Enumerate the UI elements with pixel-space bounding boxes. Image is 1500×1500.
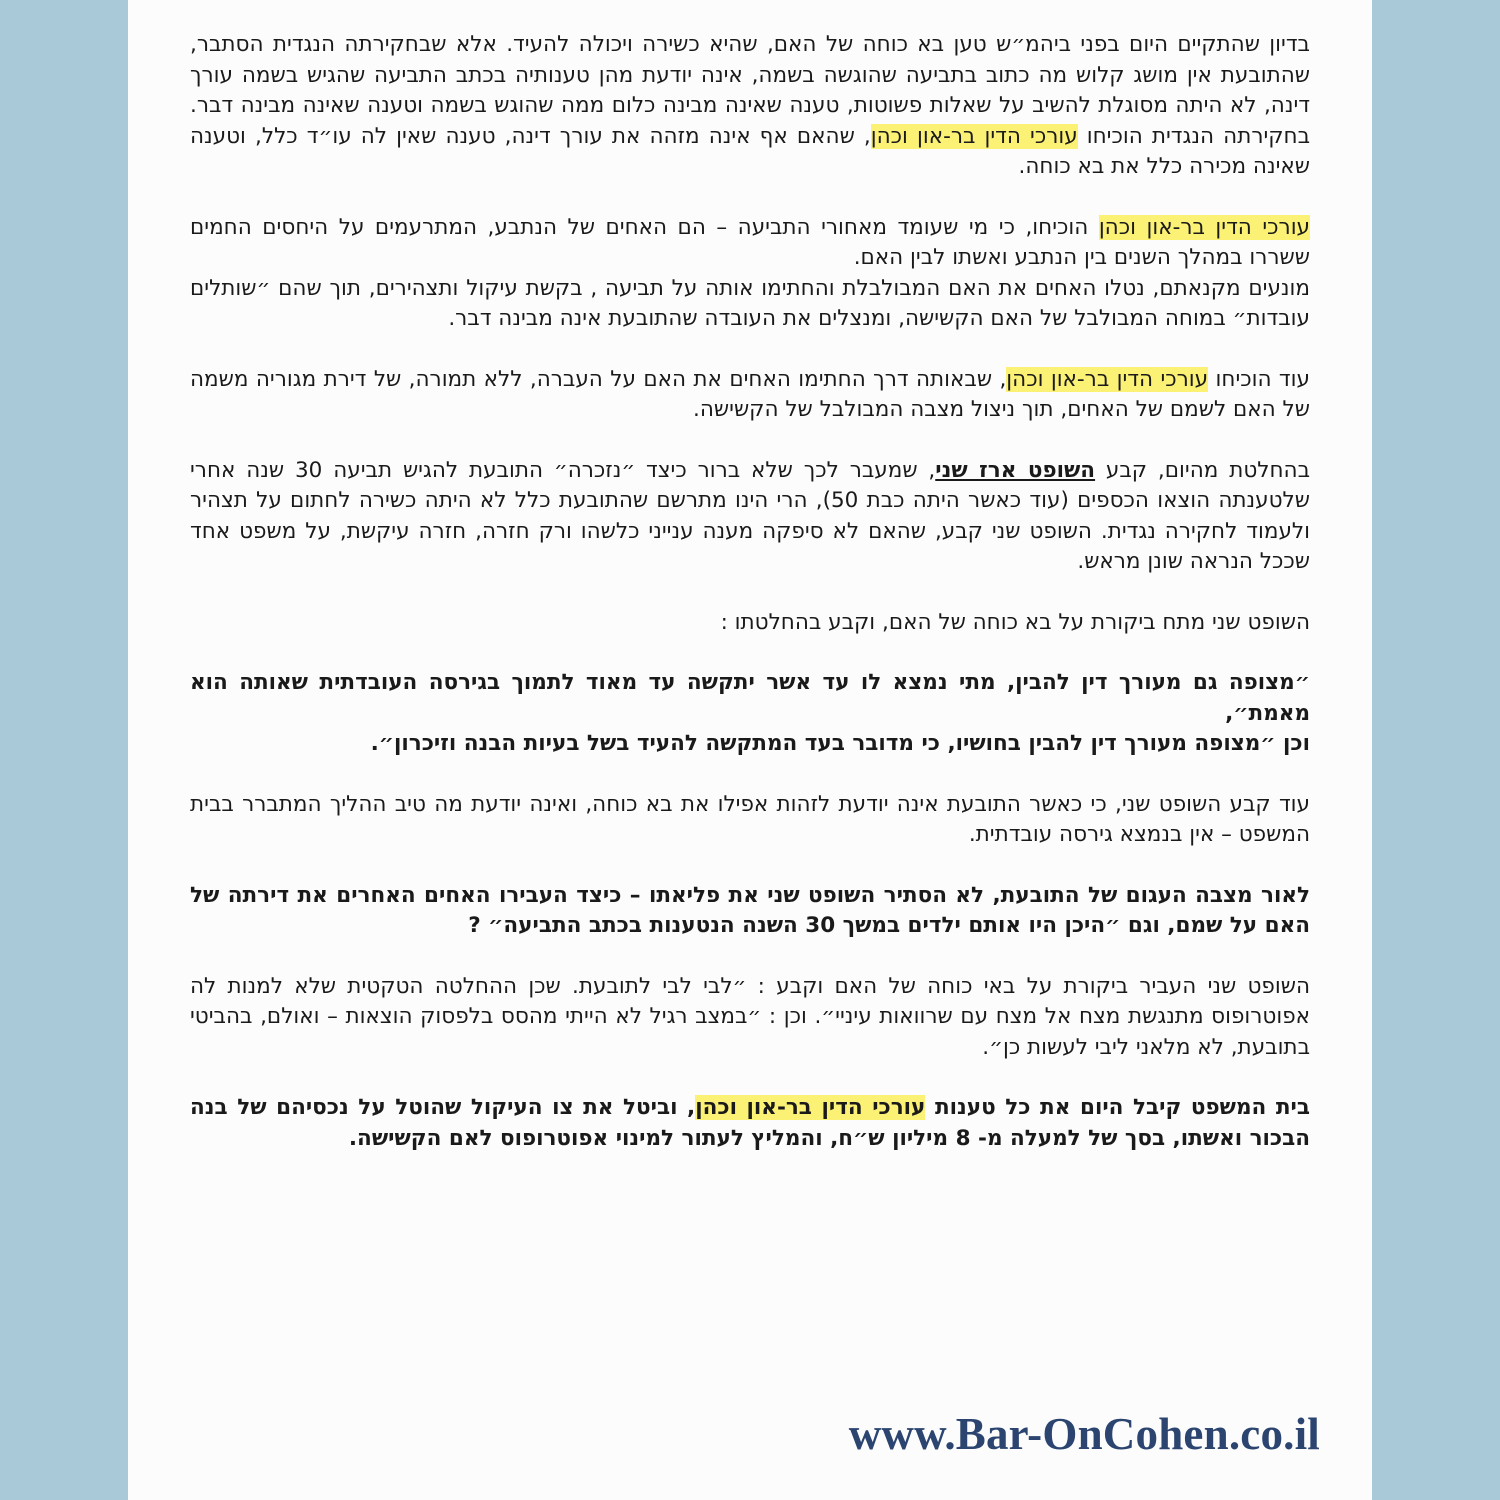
highlighted-firm-name: עורכי הדין בר-און וכהן xyxy=(1098,214,1311,240)
text-span: , שהאם אף אינה מזהה את עורך דינה, טענה שאין לה עו״ד כלל, וטענה שאינה מכירה כלל את בא כוחה. xyxy=(190,123,1310,179)
text-span: עוד הוכיחו xyxy=(1208,366,1310,392)
paragraph-wonder: לאור מצבה העגום של התובעת, לא הסתיר השופט שני את פליאתו – כיצד העבירו האחים האחרים את דירתה של האם על שמם, וגם ״היכן היו אותם ילדים במשך 30 השנה הנטענות בכתב התביעה״ ? xyxy=(190,882,1310,938)
text-span: הוכיחו, כי מי שעומד מאחורי התביעה – הם האחים של הנתבע, המתרעמים על היחסים החמים ששררו במהלך השנים בין הנתבע ואשתו לבין האם. xyxy=(190,214,1310,270)
paragraph-jealousy xyxy=(190,274,1310,335)
quote-line: וכן ״מצופה מעורך דין להבין בחושיו, כי מדובר בעד המתקשה להעיד בשל בעיות הבנה וזיכרון״. xyxy=(370,731,1310,756)
text-span: , שבאותה דרך החתימו האחים את האם על העברה, ללא תמורה, של דירת מגוריה משמה של האם לשמם של האחים, תוך ניצול מצבה המבולבל של הקשישה. xyxy=(190,366,1310,422)
website-url: www.Bar-OnCohen.co.il xyxy=(848,1409,1320,1459)
paragraph-brothers xyxy=(190,213,1310,274)
paragraph-hearing xyxy=(190,30,1310,183)
paragraph-identity: עוד קבע השופט שני, כי כאשר התובעת אינה יודעת לזהות אפילו את בא כוחה, ואינה יודעת מה טיב ההליך המתברר בבית המשפט – אין בנמצא גירסה עובדתית. xyxy=(190,791,1310,847)
text-span: בדיון שהתקיים היום בפני ביהמ״ש טען בא כוחה של האם, שהיא כשירה ויכולה להעיד. אלא שבחקירתה הנגדית הסתבר, שהתובעת אין מושג קלוש מה כתוב בתביעה שהוגשה בשמה, אינה יודעת מהן טענותיה בכתב התביעה שהגיש בשמה עורך דינה, לא היתה מסוגלת להשיב על שאלות פשוטות, טענה שאינה מבינה כלום ממה שהוגש בשמה וטענה שאינה מבינה דבר. בחקירתה הנגדית הוכיחו xyxy=(190,32,1310,149)
paragraph-guardian: השופט שני העביר ביקורת על באי כוחה של האם וקבע : ״לבי לבי לתובעת. שכן ההחלטה הטקטית שלא למנות לה אפוטרופוס מתנגשת מצח אל מצח עם שרוואות עיניי״. וכן : ״במצב רגיל לא הייתי מהסס בלפסוק הוצאות – ואולם, בהביטי בתובעת, לא מלאני ליבי לעשות כן״. xyxy=(190,973,1310,1060)
article-body xyxy=(190,30,1310,1184)
text-span: , וביטל את צו העיקול שהוטל על נכסיהם של בנה הבכור ואשתו, בסך של למעלה מ- 8 מיליון ש״ח, והמליץ לעתור למינוי אפוטרופוס לאם הקשישה. xyxy=(190,1095,1310,1151)
paragraph-criticism: השופט שני מתח ביקורת על בא כוחה של האם, וקבע בהחלטתו : xyxy=(720,609,1310,635)
highlighted-firm-name: עורכי הדין בר-און וכהן xyxy=(1006,366,1209,392)
text-span: בית המשפט קיבל היום את כל טענות xyxy=(925,1095,1310,1120)
highlighted-firm-name: עורכי הדין בר-און וכהן xyxy=(870,123,1078,149)
paragraph-apartment xyxy=(190,365,1310,426)
highlighted-firm-name: עורכי הדין בר-און וכהן xyxy=(695,1095,926,1120)
text-span: מונעים מקנאתם, נטלו האחים את האם המבולבלת והחתימו אותה על תביעה , בקשת עיקול ותצהירים, תוך שהם ״שותלים עובדות״ במוחה המבולבל של האם הקשישה, ומנצלים את העובדה שהתובעת אינה מבינה דבר. xyxy=(190,275,1310,331)
text-span: בהחלטת מהיום, קבע xyxy=(1095,457,1311,483)
paragraph-conclusion xyxy=(190,1093,1310,1154)
document-page xyxy=(128,0,1372,1500)
paragraph-quote xyxy=(190,668,1310,760)
paragraph-ruling xyxy=(190,456,1310,578)
judge-name: השופט ארז שני xyxy=(935,457,1096,483)
quote-line: ״מצופה גם מעורך דין להבין, מתי נמצא לו עד אשר יתקשה עד מאוד לתמוך בגירסה העובדתית שאותה הוא מאמת״, xyxy=(190,670,1310,726)
text-span: , שמעבר לכך שלא ברור כיצד ״נזכרה״ התובעת להגיש תביעה 30 שנה אחרי שלטענתה הוצאו הכספים (עוד כאשר היתה כבת 50), הרי הינו מתרשם שהתובעת כלל לא היתה כשירה לחתום על תצהיר ולעמוד לחקירה נגדית. השופט שני קבע, שהאם לא סיפקה מענה ענייני כלשהו ורק חזרה, חזרה עיקשת, על משפט אחד שככל הנראה שונן מראש. xyxy=(190,457,1310,574)
